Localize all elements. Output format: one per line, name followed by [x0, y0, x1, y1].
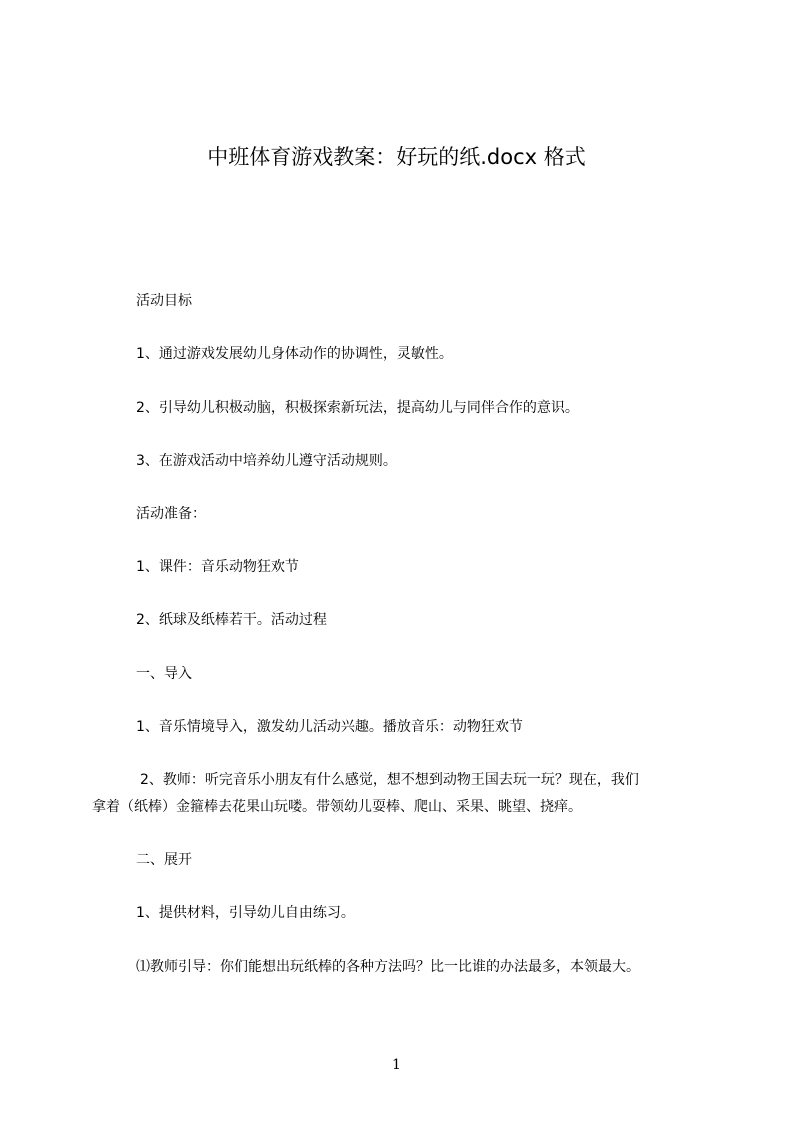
list-item: 1、通过游戏发展幼儿身体动作的协调性，灵敏性。 [136, 346, 453, 362]
list-item: 3、在游戏活动中培养幼儿遵守活动规则。 [136, 453, 397, 469]
section-heading-development: 二、展开 [136, 852, 192, 868]
section-heading-activity-preparation: 活动准备： [136, 506, 206, 522]
list-item: 2、引导幼儿积极动脑，积极探索新玩法，提高幼儿与同伴合作的意识。 [136, 400, 579, 416]
page-number: 1 [392, 1057, 401, 1073]
list-item: 1、课件：音乐动物狂欢节 [136, 559, 299, 575]
list-item: 2、教师：听完音乐小朋友有什么感觉，想不想到动物王国去玩一玩？现在，我们 [140, 772, 639, 788]
section-heading-introduction: 一、导入 [136, 666, 192, 682]
list-item-continuation: 拿着（纸棒）金箍棒去花果山玩喽。带领幼儿耍棒、爬山、采果、眺望、挠痒。 [92, 799, 582, 815]
document-title: 中班体育游戏教案：好玩的纸.docx 格式 [207, 145, 586, 169]
list-item: 2、纸球及纸棒若干。活动过程 [136, 612, 327, 628]
list-item: 1、提供材料，引导幼儿自由练习。 [136, 905, 355, 921]
list-item: 1、音乐情境导入，激发幼儿活动兴趣。播放音乐：动物狂欢节 [136, 719, 523, 735]
section-heading-activity-goals: 活动目标 [136, 293, 192, 309]
list-item: ⑴教师引导：你们能想出玩纸棒的各种方法吗？比一比谁的办法最多，本领最大。 [136, 959, 640, 975]
